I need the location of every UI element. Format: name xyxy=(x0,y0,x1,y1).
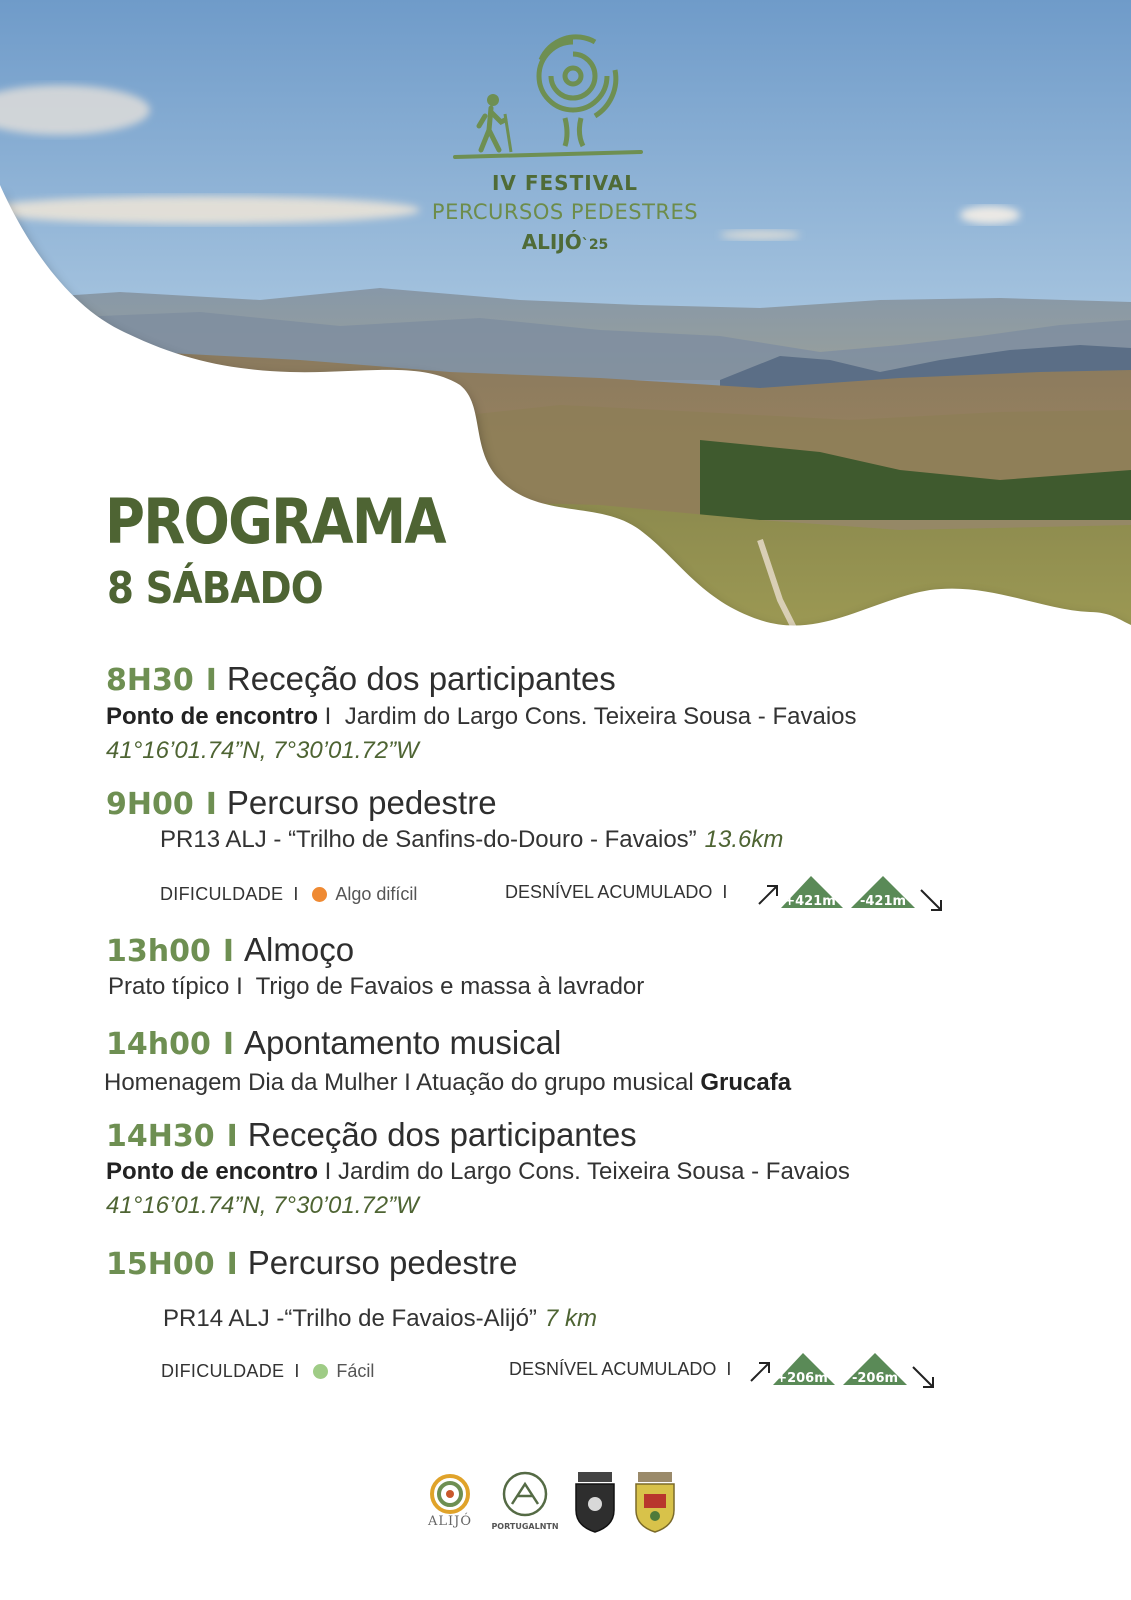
elevation-label: DESNÍVEL ACUMULADO xyxy=(509,1359,717,1379)
portugalntn-wordmark: PORTUGALNTN xyxy=(491,1522,559,1531)
event-heading xyxy=(106,1024,561,1062)
portugalntn-logo xyxy=(490,1470,560,1540)
difficulty-dot-icon xyxy=(312,887,327,902)
elevation-graphic xyxy=(747,1345,942,1391)
detail-label: Homenagem Dia da Mulher xyxy=(104,1069,398,1096)
event-heading xyxy=(106,660,616,698)
difficulty-label: DIFICULDADE xyxy=(160,884,284,904)
elevation-separator: I xyxy=(722,882,728,902)
difficulty-value: Algo difícil xyxy=(335,884,418,904)
event-time: 14h00 xyxy=(106,1027,211,1062)
difficulty-separator: I xyxy=(293,884,299,904)
meeting-separator: I xyxy=(324,1158,332,1185)
event-title: Almoço xyxy=(244,931,355,968)
meeting-place: Jardim do Largo Cons. Teixeira Sousa - Favaios xyxy=(338,1158,850,1185)
crest-shield-icon xyxy=(630,1470,680,1536)
detail-bold: Grucafa xyxy=(700,1069,792,1096)
event-detail xyxy=(104,1069,791,1097)
meeting-point xyxy=(106,1158,850,1186)
descent-value: -206m xyxy=(851,1371,899,1386)
event-time: 15H00 xyxy=(106,1247,215,1282)
elevation-separator: I xyxy=(726,1359,732,1379)
descent-arrow-icon xyxy=(913,1367,933,1387)
parish-crest-logo xyxy=(630,1470,680,1540)
descent-value: -421m xyxy=(859,894,907,909)
difficulty-value: Fácil xyxy=(336,1361,375,1381)
event-separator: I xyxy=(205,787,217,822)
detail-label: Prato típico xyxy=(108,973,230,1000)
festival-name: PERCURSOS PEDESTRES xyxy=(431,200,699,224)
elevation-label: DESNÍVEL ACUMULADO xyxy=(505,882,713,902)
event-separator: I xyxy=(222,1027,235,1062)
difficulty-row xyxy=(160,884,417,905)
event-time: 14H30 xyxy=(106,1119,215,1154)
festival-location xyxy=(395,230,735,254)
difficulty-row xyxy=(161,1361,374,1382)
festival-logo xyxy=(395,30,735,270)
event-separator: I xyxy=(222,934,235,969)
event-title: Receção dos participantes xyxy=(247,1116,637,1153)
event-title: Percurso pedestre xyxy=(226,784,497,821)
detail-value: Atuação do grupo musical xyxy=(416,1069,694,1096)
event-heading xyxy=(106,931,354,969)
meeting-place: Jardim do Largo Cons. Teixeira Sousa - Favaios xyxy=(344,703,857,730)
portugalntn-emblem-icon xyxy=(490,1470,560,1520)
alijo-logo xyxy=(420,1470,480,1540)
elevation-label-row xyxy=(509,1359,731,1380)
route-name: PR13 ALJ - “Trilho de Sanfins-do-Douro - Favaios” xyxy=(160,826,697,853)
elevation-graphic xyxy=(755,868,950,914)
event-separator: I xyxy=(205,663,217,698)
event-time: 8H30 xyxy=(106,663,194,698)
detail-separator: I xyxy=(404,1069,411,1096)
ascent-arrow-icon xyxy=(751,1363,769,1381)
event-title: Apontamento musical xyxy=(244,1024,562,1061)
ascent-value: +421m xyxy=(784,894,836,909)
ascent-value: +206m xyxy=(776,1371,828,1386)
municipal-crest-logo xyxy=(570,1470,620,1540)
event-time: 13h00 xyxy=(106,934,211,969)
program-title: PROGRAMA xyxy=(105,485,445,558)
partner-logos xyxy=(420,1470,700,1560)
event-heading xyxy=(106,1116,637,1154)
difficulty-label: DIFICULDADE xyxy=(161,1361,285,1381)
route-info xyxy=(163,1305,597,1333)
meeting-point xyxy=(106,703,857,731)
program-day: 8 SÁBADO xyxy=(107,563,323,614)
crest-shield-icon xyxy=(570,1470,620,1536)
festival-edition: IV FESTIVAL xyxy=(491,171,639,195)
meeting-coordinates: 41°16’01.74”N, 7°30’01.72”W xyxy=(106,737,419,764)
route-name: PR14 ALJ -“Trilho de Favaios-Alijó” xyxy=(163,1305,537,1332)
event-heading xyxy=(106,1244,517,1282)
event-time: 9H00 xyxy=(106,787,194,822)
meeting-label: Ponto de encontro xyxy=(106,703,318,730)
meeting-separator: I xyxy=(324,703,332,730)
meeting-coordinates: 41°16’01.74”N, 7°30’01.72”W xyxy=(106,1192,419,1219)
route-info xyxy=(160,826,783,854)
event-title: Receção dos participantes xyxy=(226,660,616,697)
hiker-tree-icon xyxy=(445,30,685,165)
festival-town: ALIJÓ xyxy=(521,230,582,254)
difficulty-dot-icon xyxy=(313,1364,328,1379)
event-detail xyxy=(108,973,644,1001)
alijo-wordmark: ALIJÓ xyxy=(427,1514,473,1529)
detail-value: Trigo de Favaios e massa à lavrador xyxy=(255,973,645,1000)
event-title: Percurso pedestre xyxy=(247,1244,518,1281)
event-separator: I xyxy=(226,1247,238,1282)
event-heading xyxy=(106,784,497,822)
event-separator: I xyxy=(226,1119,238,1154)
descent-arrow-icon xyxy=(921,890,941,910)
difficulty-separator: I xyxy=(294,1361,300,1381)
route-distance: 7 km xyxy=(544,1305,597,1332)
meeting-label: Ponto de encontro xyxy=(106,1158,318,1185)
elevation-label-row xyxy=(505,882,727,903)
festival-year: `25 xyxy=(581,237,609,253)
route-distance: 13.6km xyxy=(704,826,784,853)
detail-separator: I xyxy=(236,973,243,1000)
ascent-arrow-icon xyxy=(759,886,777,904)
